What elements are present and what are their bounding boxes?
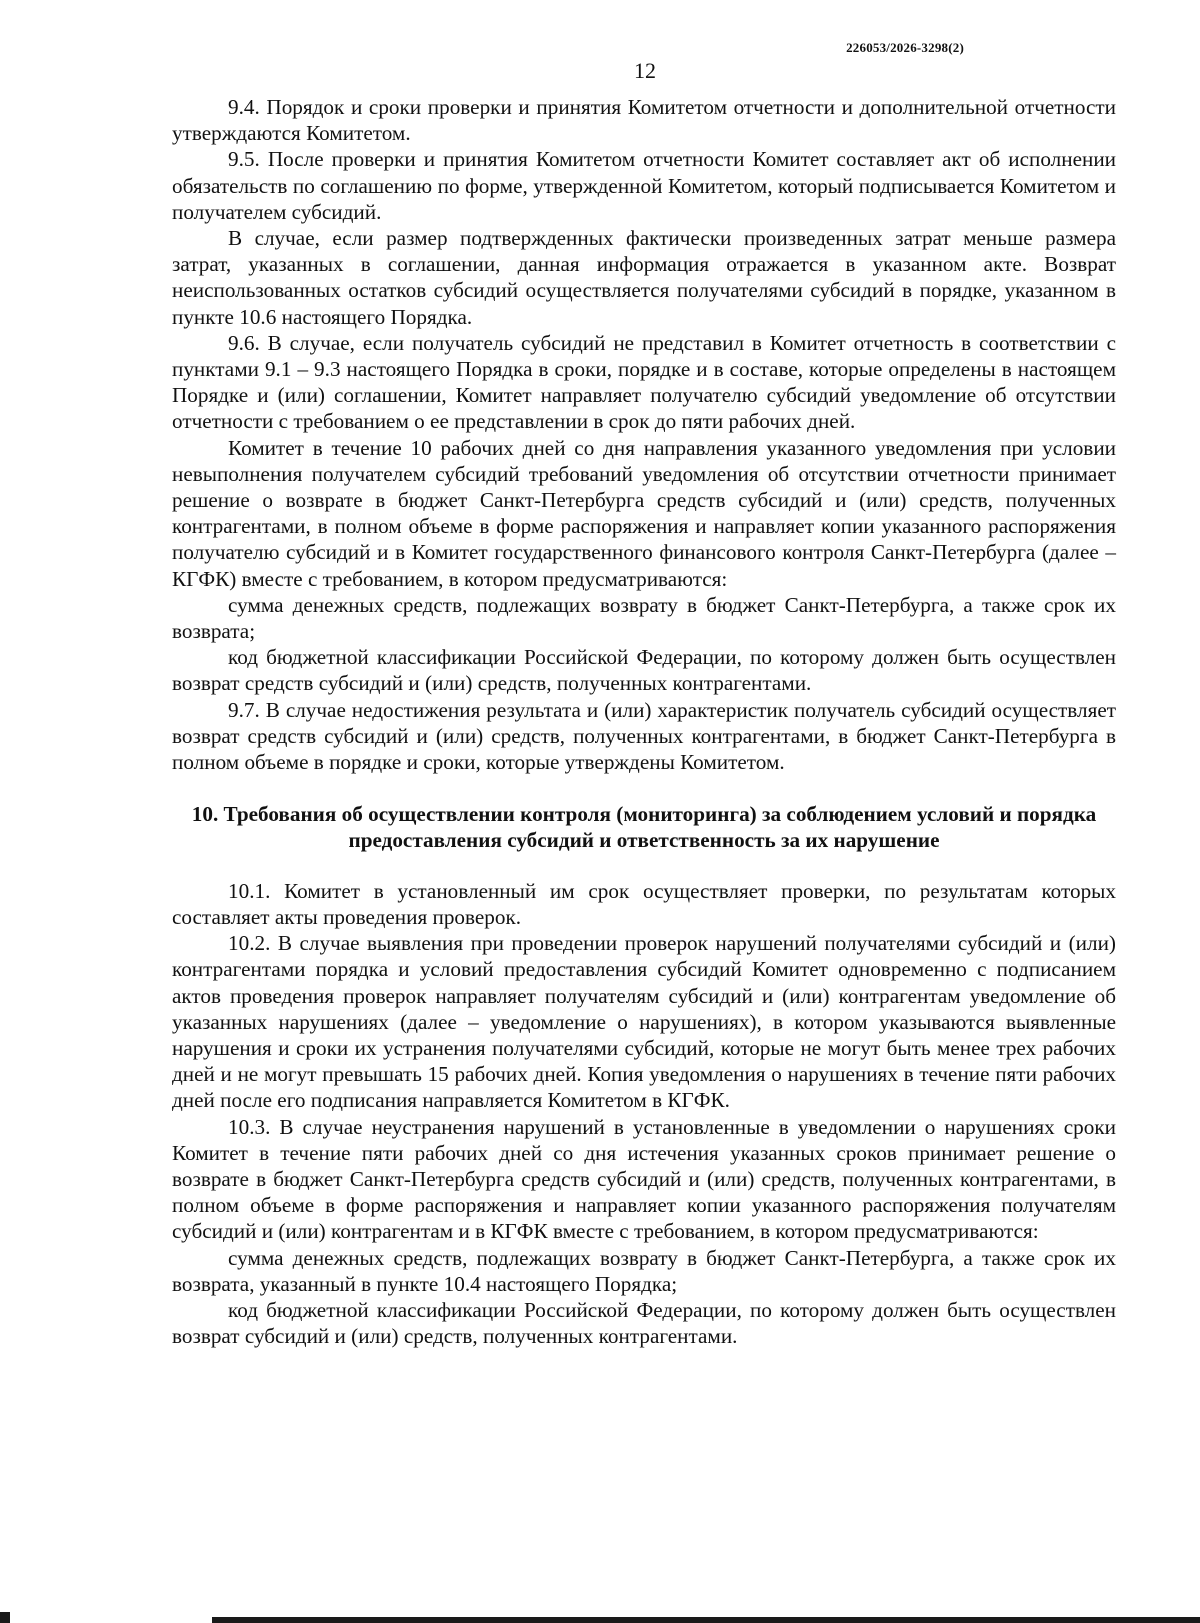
paragraph-10-3-sum: сумма денежных средств, подлежащих возврату в бюджет Санкт-Петербурга, а также срок их возврата, указанный в пункте 10.4 настоящего Порядка; <box>172 1245 1116 1296</box>
section-heading: 10. Требования об осуществлении контроля (мониторинга) за соблюдением условий и порядка предоставления субсидий и ответственность за их нарушение <box>191 802 1097 853</box>
paragraph-9-6-code: код бюджетной классификации Российской Федерации, по которому должен быть осуществлен возврат средств субсидий и (или) средств, полученных контрагентами. <box>172 645 1116 696</box>
paragraph-10-2: 10.2. В случае выявления при проведении проверок нарушений получателями субсидий и (или) контрагентами порядка и условий предоставления субсидий Комитет одновременно с подписанием актов проведения проверок направляет получателям субсидий и (или) контрагентам уведомление об указанных нарушениях (далее – уведомление о нарушениях), в котором указываются выявленные нарушения и сроки их устранения получателями субсидий, которые не могут быть менее трех рабочих дней и не могут превышать 15 рабочих дней. Копия уведомления о нарушениях в течение пяти рабочих дней после его подписания направляется Комитетом в КГФК. <box>172 931 1116 1113</box>
paragraph-10-1: 10.1. Комитет в установленный им срок осуществляет проверки, по результатам которых составляет акты проведения проверок. <box>172 878 1116 929</box>
paragraph-9-4: 9.4. Порядок и сроки проверки и принятия Комитетом отчетности и дополнительной отчетности утверждаются Комитетом. <box>172 95 1116 146</box>
document-id: 226053/2026-3298(2) <box>846 40 964 55</box>
paragraph-10-3-code: код бюджетной классификации Российской Федерации, по которому должен быть осуществлен возврат субсидий и (или) средств, полученных контрагентами. <box>172 1297 1116 1349</box>
paragraph-9-7: 9.7. В случае недостижения результата и (или) характеристик получатель субсидий осуществляет возврат средств субсидий и (или) средств, полученных контрагентами, в бюджет Санкт-Петербурга в полном объеме в порядке и сроки, которые утверждены Комитетом. <box>172 697 1116 775</box>
paragraph-10-3: 10.3. В случае неустранения нарушений в установленные в уведомлении о нарушениях сроки Комитет в течение пяти рабочих дней со дня истечения указанных сроков принимает решение о возврате в бюджет Санкт-Петербурга средств субсидий и (или) средств, полученных контрагентами, в полном объеме в форме распоряжения и направляет копии указанного распоряжения получателям субсидий и (или) контрагентам и в КГФК вместе с требованием, в котором предусматриваются: <box>172 1114 1116 1244</box>
page-number: 12 <box>634 58 656 83</box>
paragraph-9-6: 9.6. В случае, если получатель субсидий не представил в Комитет отчетность в соответствии с пунктами 9.1 – 9.3 настоящего Порядка в сроки, порядке и в составе, которые определены в настоящем Порядке и (или) соглашении, Комитет направляет получателю субсидий уведомление об отсутствии отчетности с требованием о ее представлении в срок до пяти рабочих дней. <box>172 330 1116 434</box>
paragraph-9-5-cont: В случае, если размер подтвержденных фактически произведенных затрат меньше размера затрат, указанных в соглашении, данная информация отражается в указанном акте. Возврат неиспользованных остатков субсидий осуществляется получателями субсидий в порядке, указанном в пункте 10.6 настоящего Порядка. <box>172 226 1116 329</box>
document-body <box>172 94 1116 1349</box>
paragraph-9-5: 9.5. После проверки и принятия Комитетом отчетности Комитет составляет акт об исполнении обязательств по соглашению по форме, утвержденной Комитетом, который подписывается Комитетом и получателем субсидий. <box>172 147 1116 224</box>
paragraph-9-6-sum: сумма денежных средств, подлежащих возврату в бюджет Санкт-Петербурга, а также срок их возврата; <box>172 592 1116 644</box>
paragraph-9-6-cont: Комитет в течение 10 рабочих дней со дня направления указанного уведомления при условии невыполнения получателем субсидий требований уведомления об отсутствии отчетности принимает решение о возврате в бюджет Санкт-Петербурга средств субсидий и (или) средств, полученных контрагентами, в полном объеме в форме распоряжения и направляет копии указанного распоряжения получателю субсидий и в Комитет государственного финансового контроля Санкт-Петербурга (далее – КГФК) вместе с требованием, в котором предусматриваются: <box>172 435 1116 591</box>
scan-edge-corner <box>0 1612 10 1623</box>
scan-edge-bottom <box>212 1617 1200 1623</box>
